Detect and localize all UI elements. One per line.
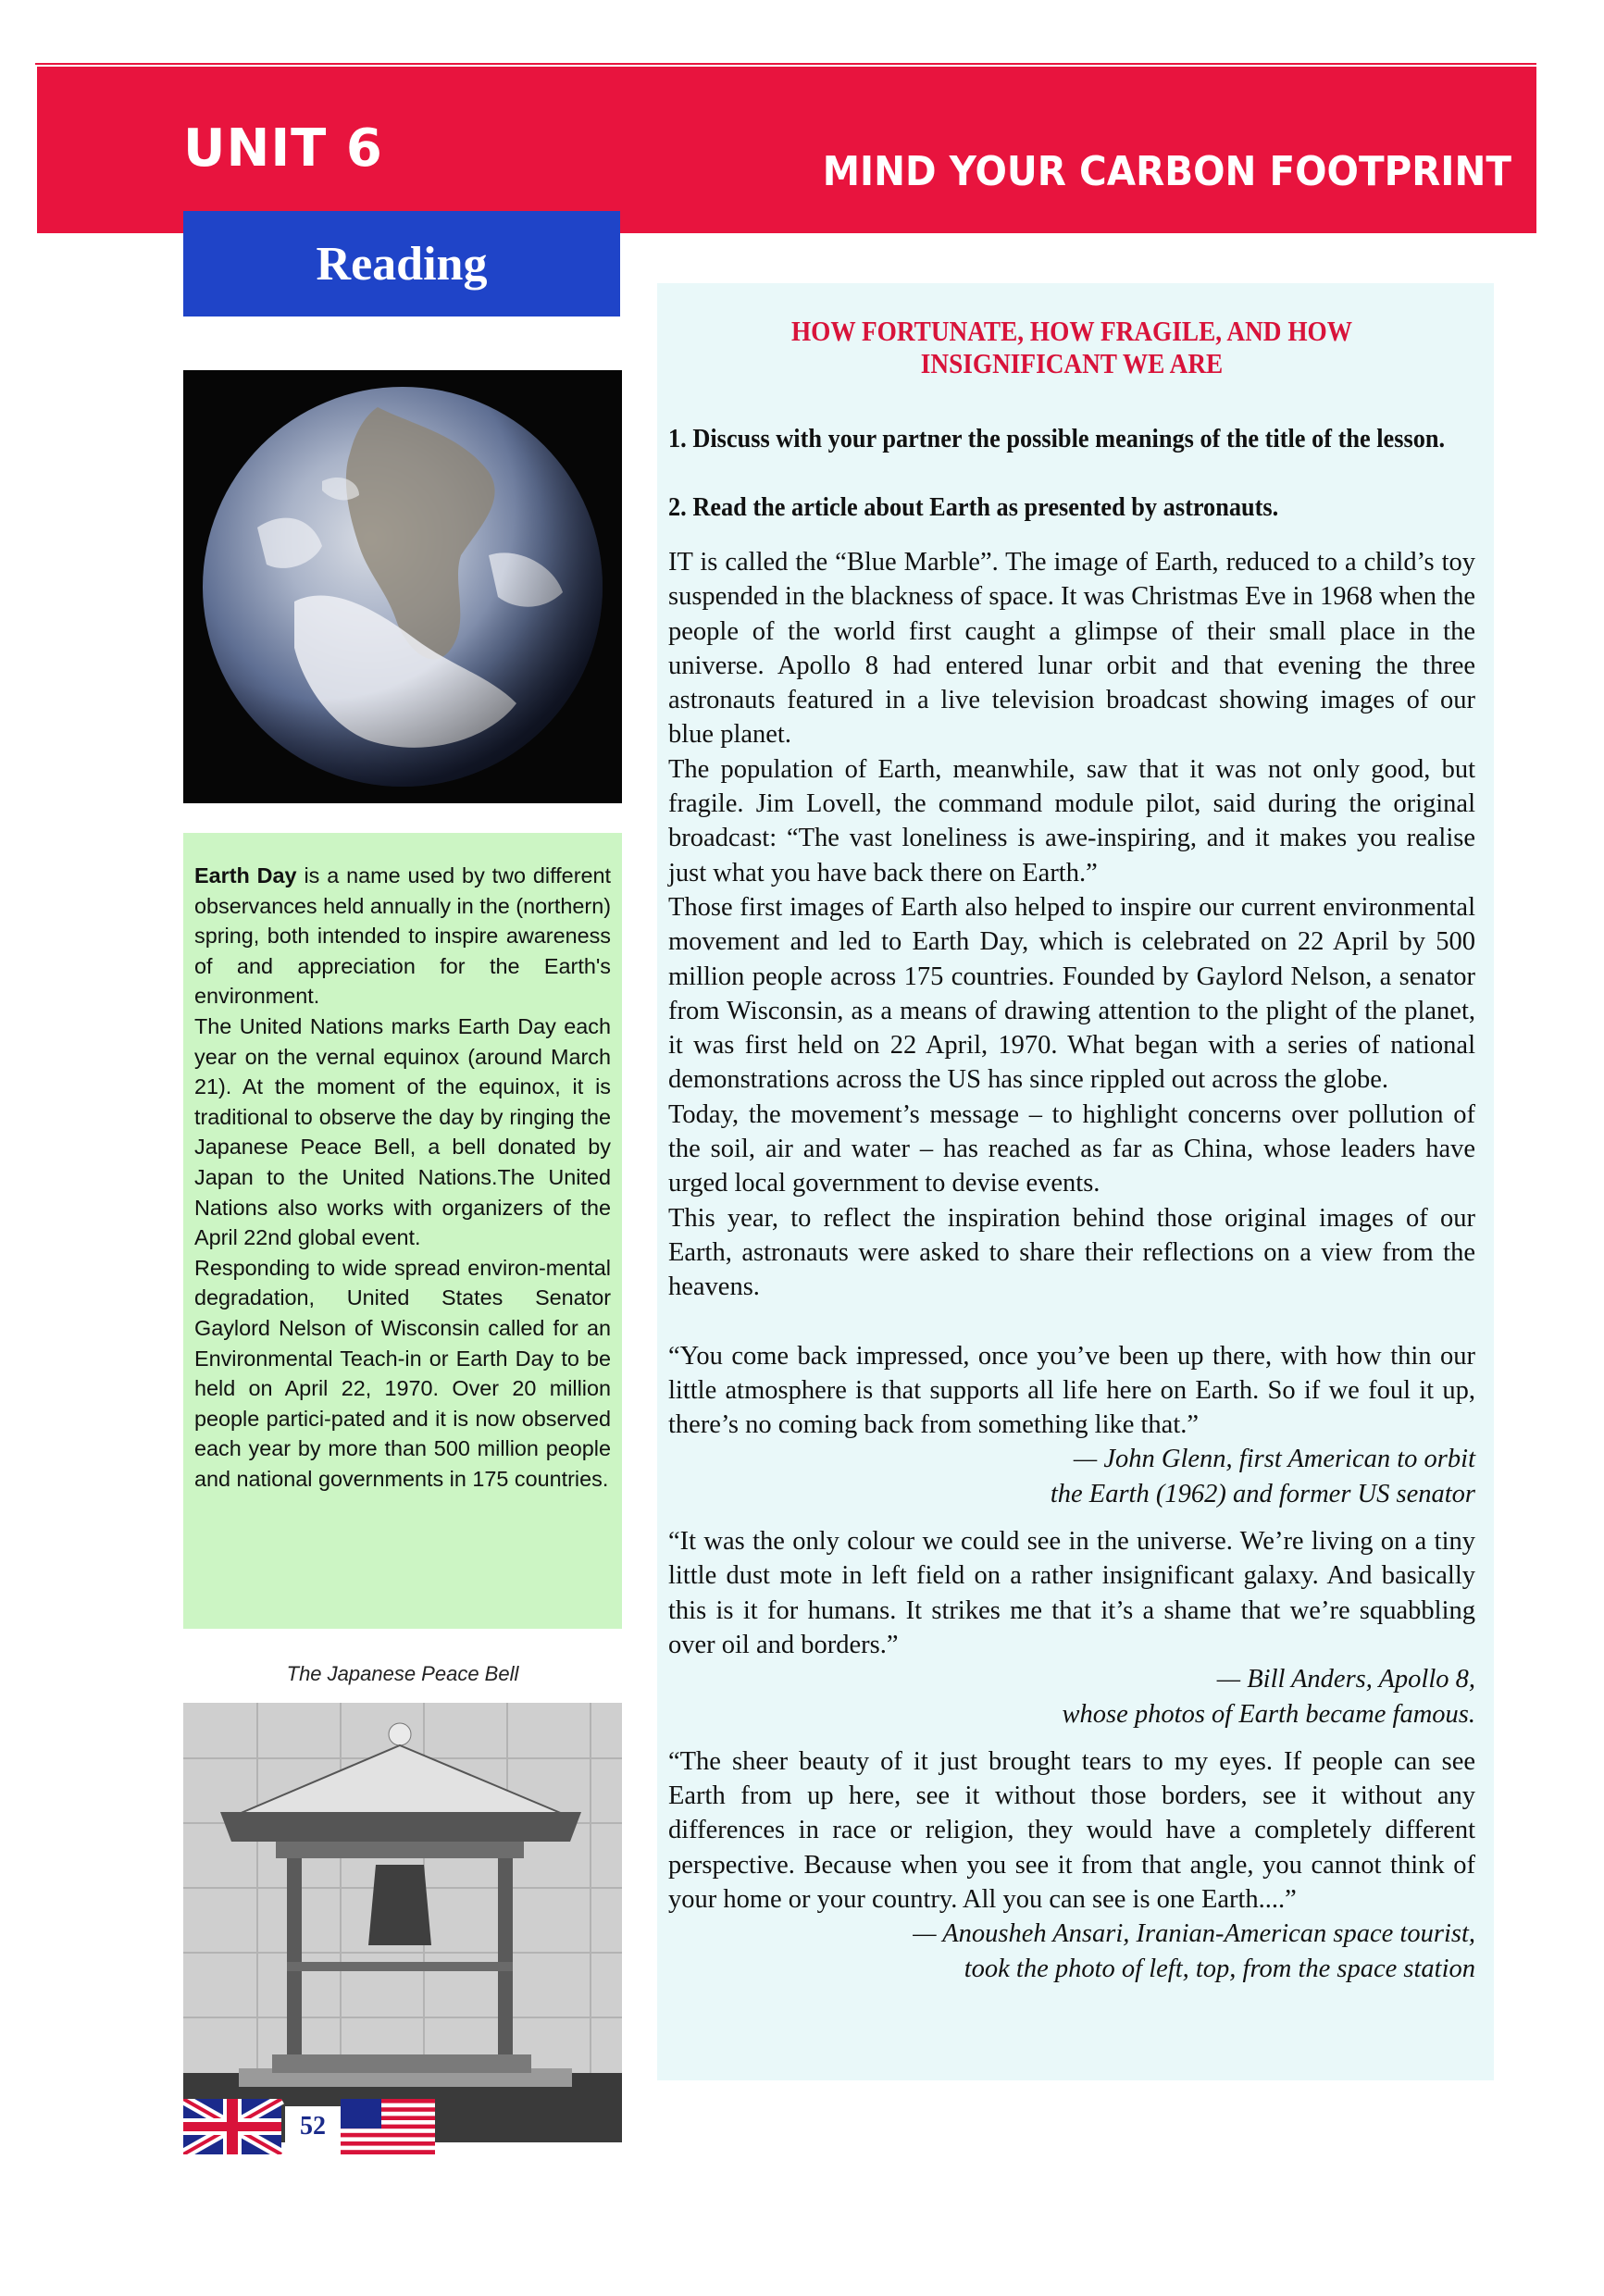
sidebar-text: is a name used by two different observances held annually in the (northern) spring, both intended to inspire awareness of and appreciation for the Earth's environment. [194, 863, 611, 1009]
task-2: 2. Read the article about Earth as presented by astronauts. [668, 493, 1279, 522]
quote-attribution: — John Glenn, first American to orbit [1073, 1445, 1475, 1474]
earth-day-term: Earth Day [194, 863, 297, 887]
earth-day-sidebar [183, 833, 622, 1629]
quote-text: “It was the only colour we could see in the universe. We’re living on a tiny little dust mote in left field on a rather insignificant galaxy. And basically this is it for humans. It strikes me that it’s a shame that we’re squabbling over oil and borders.” [668, 1527, 1475, 1659]
article-panel [657, 283, 1494, 2080]
peace-bell-image [183, 1703, 622, 2142]
unit-label: UNIT 6 [183, 118, 383, 179]
quote-attribution: took the photo of left, top, from the space station [964, 1954, 1475, 1983]
article-paragraph: Those first images of Earth also helped to inspire our current environmental movement and led to Earth Day, which is celebrated on 22 April by 500 million people across 175 countries. Founded by Gaylord Nelson, a senator from Wisconsin, as a means of drawing attention to the plight of the planet, it was first held on 22 April, 1970. What began with a series of national demonstrations across the US has since rippled out across the globe. [668, 892, 1475, 1095]
earth-globe-image [183, 370, 622, 803]
quote-attribution: the Earth (1962) and former US senator [1050, 1479, 1475, 1508]
quote-attribution: whose photos of Earth became famous. [1062, 1699, 1475, 1729]
article-paragraph: The population of Earth, meanwhile, saw that it was not only good, but fragile. Jim Lovell, the command module pilot, said during the original broadcast: “The vast loneliness is awe-inspiring, and it makes you realise just what you have back there on Earth.” [668, 754, 1475, 887]
sidebar-paragraph [194, 861, 611, 1011]
article-paragraph: IT is called the “Blue Marble”. The image of Earth, reduced to a child’s toy suspended in the blackness of space. It was Christmas Eve in 1968 when the people of the world first caught a glimpse of their small place in the universe. Apollo 8 had entered lunar orbit and that evening the three astronauts featured in a live television broadcast showing images of our blue planet. [668, 548, 1475, 750]
section-label: Reading [183, 211, 620, 316]
article-title [716, 315, 1426, 379]
article-title-line1: HOW FORTUNATE, HOW FRAGILE, AND HOW [790, 315, 1353, 347]
page-footer [183, 2099, 435, 2154]
us-flag-icon [341, 2099, 435, 2154]
peace-bell-photo [183, 1703, 622, 2142]
quote-attribution: — Bill Anders, Apollo 8, [1216, 1665, 1475, 1694]
quote-text: “You come back impressed, once you’ve been up there, with how thin our little atmosphere is that supports all life here on Earth. So if we foul it up, there’s no coming back from something like that.” [668, 1341, 1475, 1440]
article-paragraph: Today, the movement’s message – to highlight concerns over pollution of the soil, air and water – has reached as far as China, whose leaders have urged local government to devise events. [668, 1099, 1475, 1198]
article-paragraph: This year, to reflect the inspiration behind those original images of our Earth, astronauts were asked to share their reflections on a view from the heavens. [668, 1203, 1475, 1302]
page-number: 52 [285, 2106, 341, 2147]
earth-photo [183, 370, 622, 803]
quote-attribution: — Anousheh Ansari, Iranian-American space tourist, [913, 1919, 1475, 1949]
top-rule [35, 63, 1536, 65]
chapter-title: MIND YOUR CARBON FOOTPRINT [822, 148, 1511, 195]
article-title-line2: INSIGNIFICANT WE ARE [920, 347, 1224, 379]
quote-text: “The sheer beauty of it just brought tears to my eyes. If people can see Earth from up here, see it without those borders, see it without any differences in race or religion, they would have a completely different perspective. Because when you see it from that angle, you cannot think of your home or your country. All you can see is one Earth....” [668, 1746, 1475, 1914]
uk-flag-icon [183, 2099, 281, 2154]
sidebar-paragraph: Responding to wide spread environ-mental degradation, United States Senator Gaylord Nelson of Wisconsin called for an Environmental Teach-in or Earth Day to be held on April 22, 1970. Over 20 million people partici-pated and it is now observed each year by more than 500 million people and national governments in 175 countries. [194, 1255, 611, 1491]
task-1: 1. Discuss with your partner the possible meanings of the title of the lesson. [668, 425, 1446, 453]
bell-caption: The Japanese Peace Bell [286, 1662, 519, 1685]
sidebar-paragraph: The United Nations marks Earth Day each year on the vernal equinox (around March 21). At the moment of the equinox, it is traditional to observe the day by ringing the Japanese Peace Bell, a bell donated by Japan to the United Nations.The United Nations also works with organizers of the April 22nd global event. [194, 1013, 611, 1250]
